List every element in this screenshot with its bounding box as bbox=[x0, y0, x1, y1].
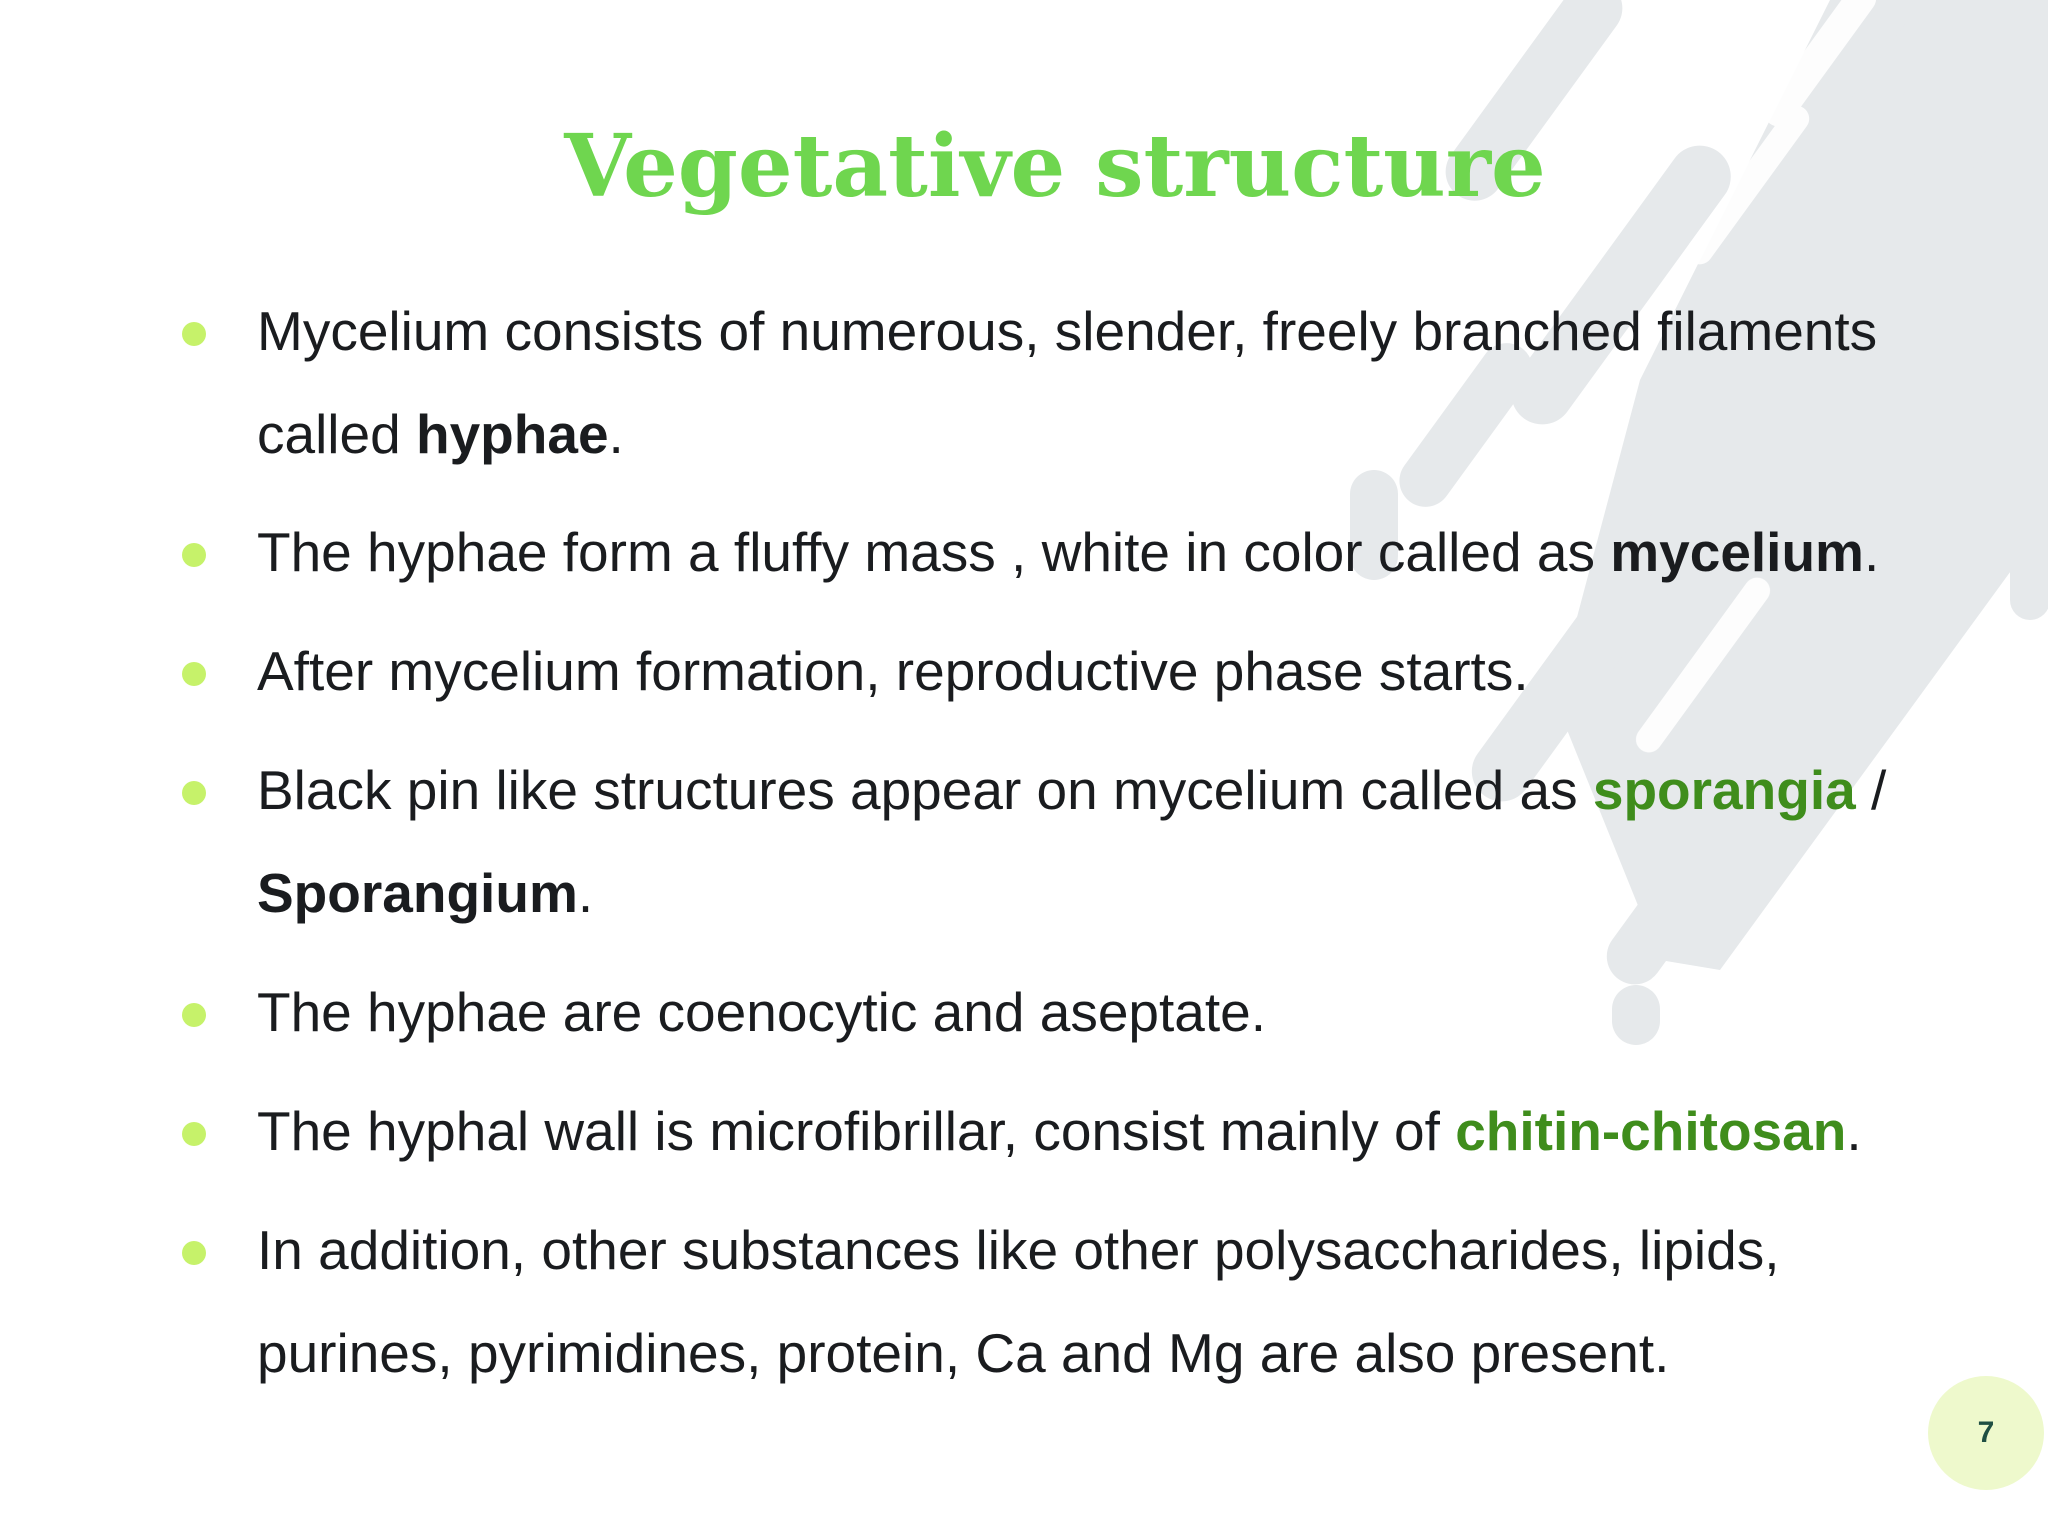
text-run: called bbox=[257, 403, 416, 465]
term-chitin-chitosan: chitin-chitosan bbox=[1455, 1100, 1847, 1162]
bullet-dot-icon bbox=[182, 781, 206, 805]
bullet-dot-icon bbox=[182, 662, 206, 686]
bullet-line bbox=[257, 501, 2017, 604]
text-run: . bbox=[608, 403, 624, 465]
text-run: / bbox=[1855, 759, 1887, 821]
text-run: . bbox=[577, 862, 594, 924]
text-run: After mycelium formation, reproductive phase starts. bbox=[257, 640, 1529, 702]
bullet-text bbox=[257, 620, 2017, 723]
bullet-line bbox=[257, 620, 2017, 723]
bullet-dot-icon bbox=[182, 322, 206, 346]
text-run: purines, pyrimidines, protein, Ca and Mg are also present. bbox=[257, 1322, 1670, 1384]
bullet-dot-icon bbox=[182, 1003, 206, 1027]
bullet-dot-icon bbox=[182, 1122, 206, 1146]
text-run: . bbox=[1846, 1100, 1862, 1162]
bullet-text bbox=[257, 961, 2017, 1064]
bullet-dot-icon bbox=[182, 543, 206, 567]
bullet-text bbox=[257, 739, 2017, 945]
bullet-text bbox=[257, 1199, 2017, 1405]
bullet-line bbox=[257, 280, 2017, 383]
bullet-text bbox=[257, 1080, 2017, 1183]
text-run: Black pin like structures appear on mycelium called as bbox=[257, 759, 1593, 821]
page-number: 7 bbox=[1977, 1416, 1995, 1449]
text-run: In addition, other substances like other polysaccharides, lipids, bbox=[257, 1219, 1780, 1281]
bullet-line bbox=[257, 1199, 2017, 1302]
term-hyphae: hyphae bbox=[415, 403, 609, 465]
bullet-line bbox=[257, 739, 2017, 842]
bullet-line bbox=[257, 1080, 2017, 1183]
term-mycelium: mycelium bbox=[1610, 521, 1864, 583]
bullet-line bbox=[257, 961, 2017, 1064]
bullet-line bbox=[257, 842, 2017, 945]
text-run: The hyphal wall is microfibrillar, consist mainly of bbox=[257, 1100, 1456, 1162]
text-run: The hyphae form a fluffy mass , white in color called as bbox=[257, 521, 1611, 583]
term-sporangium: Sporangium bbox=[257, 862, 578, 924]
slide-title: Vegetative structure bbox=[564, 116, 1546, 217]
bullet-text bbox=[257, 501, 2017, 604]
bullet-text bbox=[257, 280, 2017, 486]
text-run: Mycelium consists of numerous, slender, freely branched filaments bbox=[257, 300, 1878, 362]
bullet-line bbox=[257, 1302, 2017, 1405]
page-number-badge bbox=[1928, 1376, 2044, 1490]
text-run: The hyphae are coenocytic and aseptate. bbox=[257, 981, 1267, 1043]
term-sporangia: sporangia bbox=[1592, 759, 1856, 821]
bullet-dot-icon bbox=[182, 1241, 206, 1265]
text-run: . bbox=[1863, 521, 1880, 583]
bullet-line bbox=[257, 383, 2017, 486]
